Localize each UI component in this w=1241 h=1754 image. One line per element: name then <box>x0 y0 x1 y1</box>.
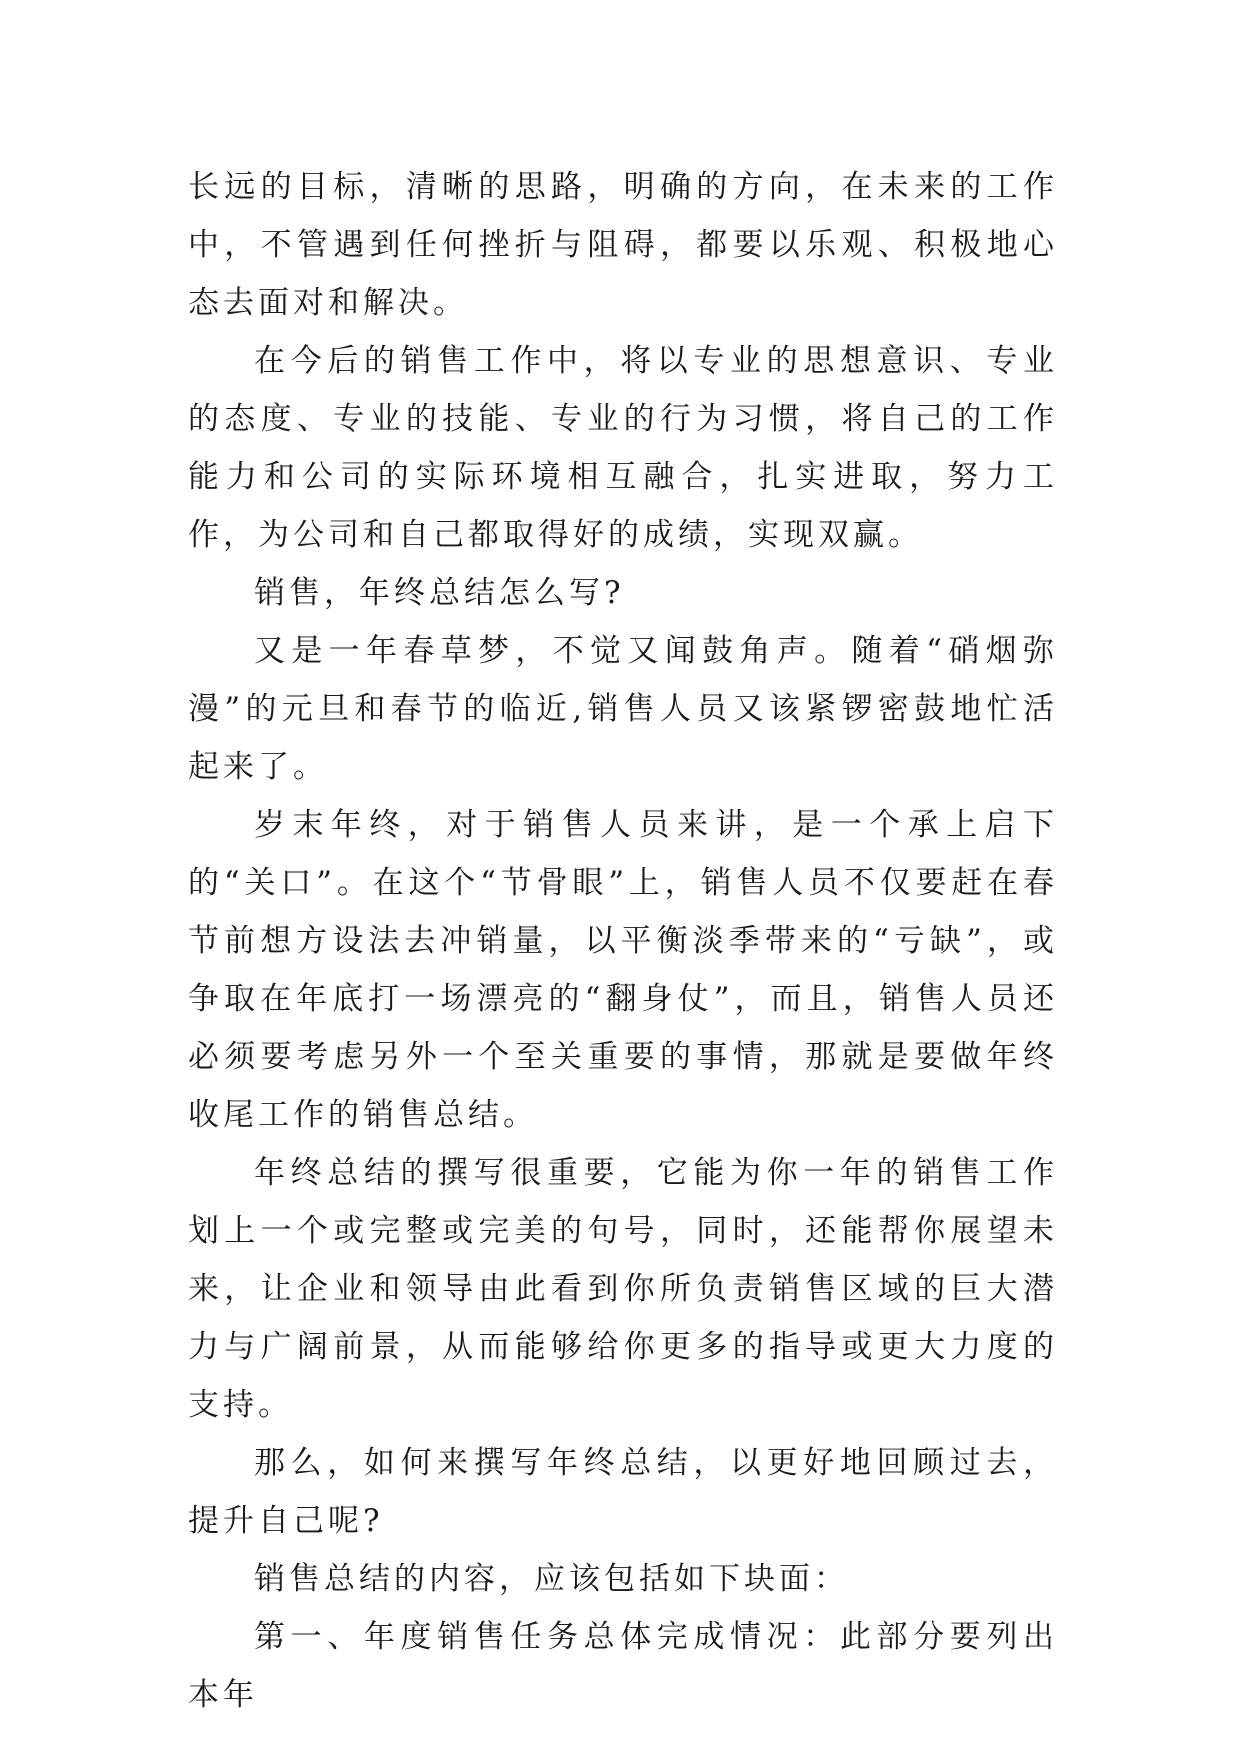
paragraph-continuation: 长远的目标，清晰的思路，明确的方向，在未来的工作中，不管遇到任何挫折与阻碍，都要以乐观、积极地心态去面对和解决。 <box>188 169 1058 321</box>
paragraph: 又是一年春草梦，不觉又闻鼓角声。随着“硝烟弥漫”的元旦和春节的临近,销售人员又该紧锣密鼓地忙活起来了。 <box>188 633 1058 785</box>
document-body <box>188 158 1058 1724</box>
paragraph: 第一、年度销售任务总体完成情况：此部分要列出本年 <box>188 1619 1058 1713</box>
paragraph-heading: 销售，年终总结怎么写? <box>254 575 625 611</box>
paragraph: 那么，如何来撰写年终总结，以更好地回顾过去，提升自己呢? <box>188 1445 1058 1539</box>
paragraph: 年终总结的撰写很重要，它能为你一年的销售工作划上一个或完整或完美的句号，同时，还能帮你展望未来，让企业和领导由此看到你所负责销售区域的巨大潜力与广阔前景，从而能够给你更多的指导或更大力度的支持。 <box>188 1155 1058 1423</box>
paragraph: 销售总结的内容，应该包括如下块面： <box>254 1561 849 1597</box>
paragraph: 岁末年终，对于销售人员来讲，是一个承上启下的“关口”。在这个“节骨眼”上，销售人员不仅要赶在春节前想方设法去冲销量，以平衡淡季带来的“亏缺”，或争取在年底打一场漂亮的“翻身仗”，而且，销售人员还必须要考虑另外一个至关重要的事情，那就是要做年终收尾工作的销售总结。 <box>188 807 1058 1133</box>
paragraph: 在今后的销售工作中，将以专业的思想意识、专业的态度、专业的技能、专业的行为习惯，将自己的工作能力和公司的实际环境相互融合，扎实进取，努力工作，为公司和自己都取得好的成绩，实现双赢。 <box>188 343 1058 553</box>
